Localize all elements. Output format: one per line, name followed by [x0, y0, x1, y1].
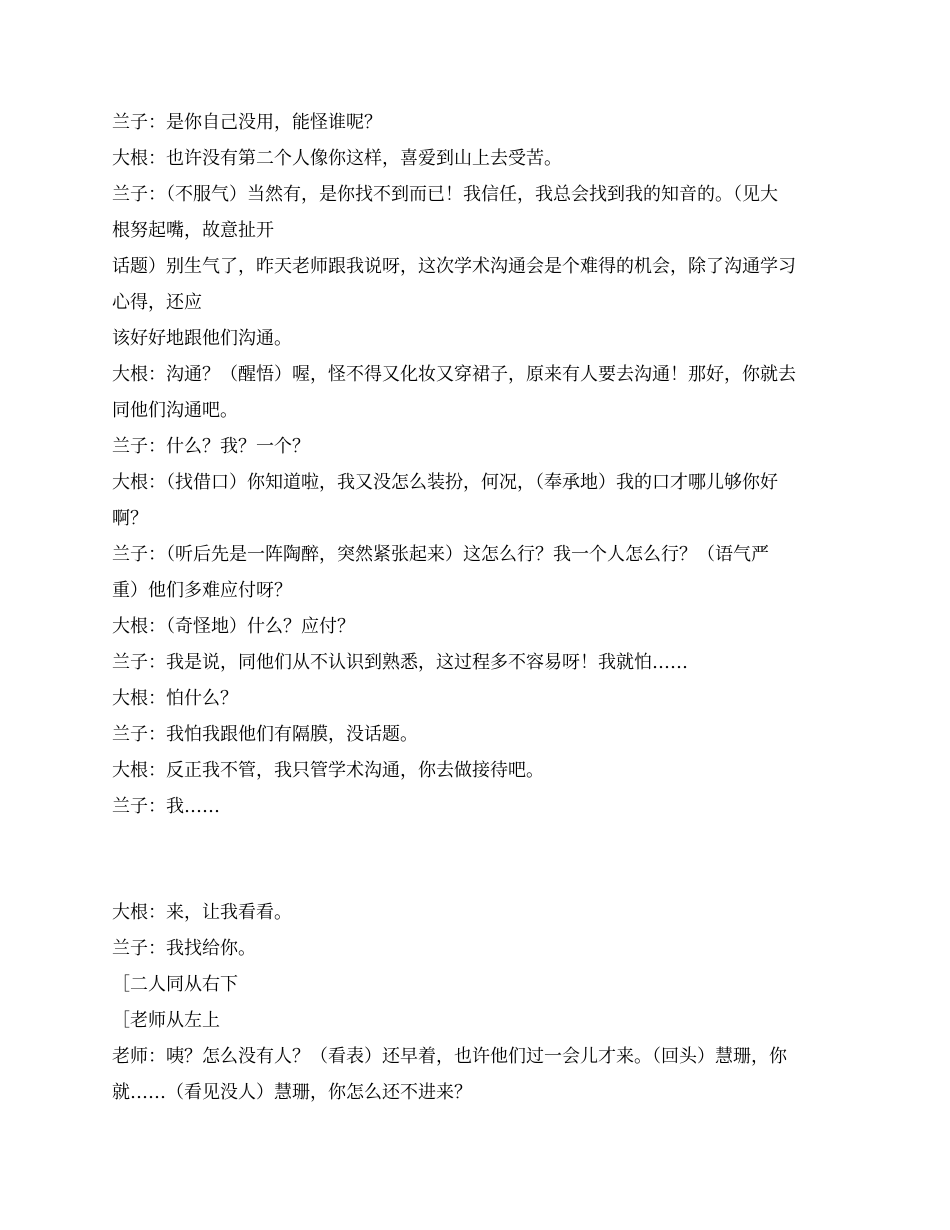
dialogue-line: 兰子：（听后先是一阵陶醉，突然紧张起来）这怎么行？我一个人怎么行？（语气严: [112, 544, 769, 565]
dialogue-line: 兰子：（不服气）当然有，是你找不到而已！我信任，我总会找到我的知音的。（见大: [112, 184, 778, 205]
dialogue-line: 大根：沟通？（醒悟）喔，怪不得又化妆又穿裙子，原来有人要去沟通！那好，你就去: [112, 364, 796, 385]
dialogue-line: 大根：反正我不管，我只管学术沟通，你去做接待吧。: [112, 760, 544, 781]
dialogue-line: 心得，还应: [112, 292, 202, 313]
dialogue-line: 大根：来，让我看看。: [112, 902, 292, 923]
dialogue-line: 兰子：我找给你。: [112, 938, 256, 959]
stage-direction: ［老师从左上: [112, 1010, 220, 1031]
dialogue-line: 兰子：是你自己没用，能怪谁呢？: [112, 112, 382, 133]
dialogue-line: 该好好地跟他们沟通。: [112, 328, 292, 349]
dialogue-line: 大根：（奇怪地）什么？应付？: [112, 616, 355, 637]
stage-direction: ［二人同从右下: [112, 974, 238, 995]
dialogue-line: 老师：咦？怎么没有人？（看表）还早着，也许他们过一会儿才来。（回头）慧珊，你: [112, 1046, 787, 1067]
dialogue-line: 兰子：我是说，同他们从不认识到熟悉，这过程多不容易呀！我就怕……: [112, 652, 688, 673]
dialogue-line: 同他们沟通吧。: [112, 400, 238, 421]
dialogue-line: 话题）别生气了，昨天老师跟我说呀，这次学术沟通会是个难得的机会，除了沟通学习: [112, 256, 796, 277]
dialogue-line: 大根：怕什么？: [112, 688, 238, 709]
dialogue-line: 兰子：我……: [112, 796, 220, 817]
dialogue-line: 就……（看见没人）慧珊，你怎么还不进来？: [112, 1082, 472, 1103]
dialogue-line: 啊？: [112, 508, 148, 529]
dialogue-line: 大根：（找借口）你知道啦，我又没怎么装扮，何况，（奉承地）我的口才哪儿够你好: [112, 472, 778, 493]
dialogue-line: 兰子：我怕我跟他们有隔膜，没话题。: [112, 724, 418, 745]
dialogue-line: 兰子：什么？我？一个？: [112, 436, 310, 457]
dialogue-line: 重）他们多难应付呀？: [112, 580, 292, 601]
dialogue-line: 大根：也许没有第二个人像你这样，喜爱到山上去受苦。: [112, 148, 562, 169]
dialogue-line: 根努起嘴，故意扯开: [112, 220, 274, 241]
